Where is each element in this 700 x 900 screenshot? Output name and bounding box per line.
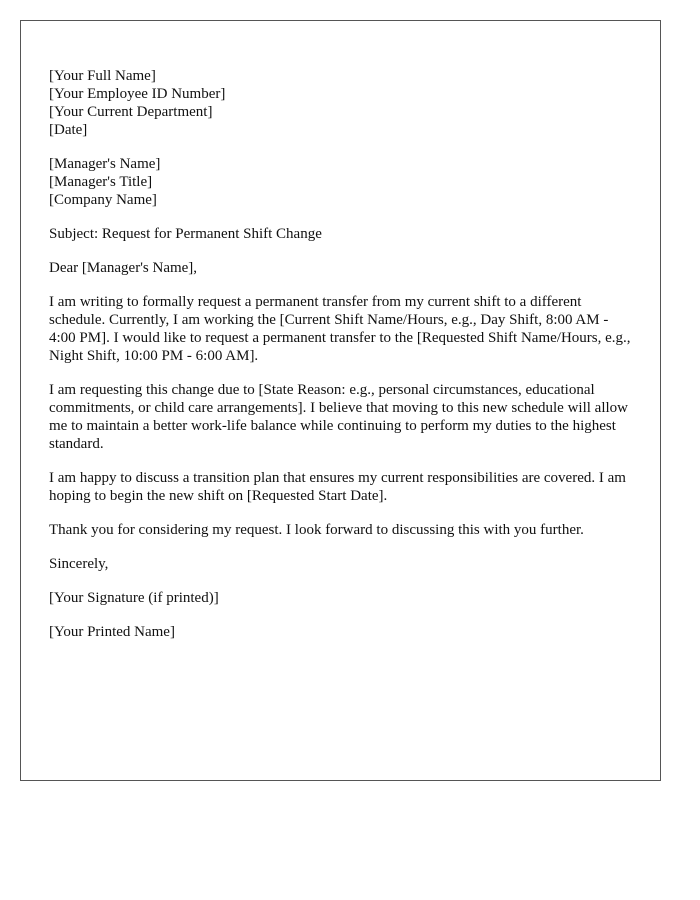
body-paragraph: Thank you for considering my request. I look forward to discussing this with you further. <box>49 522 584 538</box>
company-name: [Company Name] <box>49 192 157 208</box>
body-paragraph: I am requesting this change due to [State Reason: e.g., personal circumstances, educational commitments, or child care arrangements]. I believe that moving to this new schedule will allow me to maintain a better work-life balance while continuing to perform my duties to the highest standard. <box>49 382 629 452</box>
signature: [Your Signature (if printed)] <box>49 590 219 606</box>
printed-name: [Your Printed Name] <box>49 624 175 640</box>
manager-title: [Manager's Title] <box>49 174 153 190</box>
subject-line: Subject: Request for Permanent Shift Change <box>49 226 322 242</box>
salutation: Dear [Manager's Name], <box>49 260 198 276</box>
letter-page <box>20 20 661 781</box>
sender-department: [Your Current Department] <box>49 104 213 120</box>
manager-name: [Manager's Name] <box>49 156 161 172</box>
sender-name: [Your Full Name] <box>49 68 156 84</box>
closing: Sincerely, <box>49 556 109 572</box>
body-paragraph: I am happy to discuss a transition plan that ensures my current responsibilities are covered. I am hoping to begin the new shift on [Requested Start Date]. <box>49 470 626 504</box>
sender-employee-id: [Your Employee ID Number] <box>49 86 226 102</box>
letter-date: [Date] <box>49 122 88 138</box>
body-paragraph: I am writing to formally request a permanent transfer from my current shift to a different schedule. Currently, I am working the [Current Shift Name/Hours, e.g., Day Shift, 8:00 AM - 4:00 PM]. I would like to request a permanent transfer to the [Requested Shift Name/Hours, e.g., Night Shift, 10:00 PM - 6:00 AM]. <box>49 294 631 364</box>
